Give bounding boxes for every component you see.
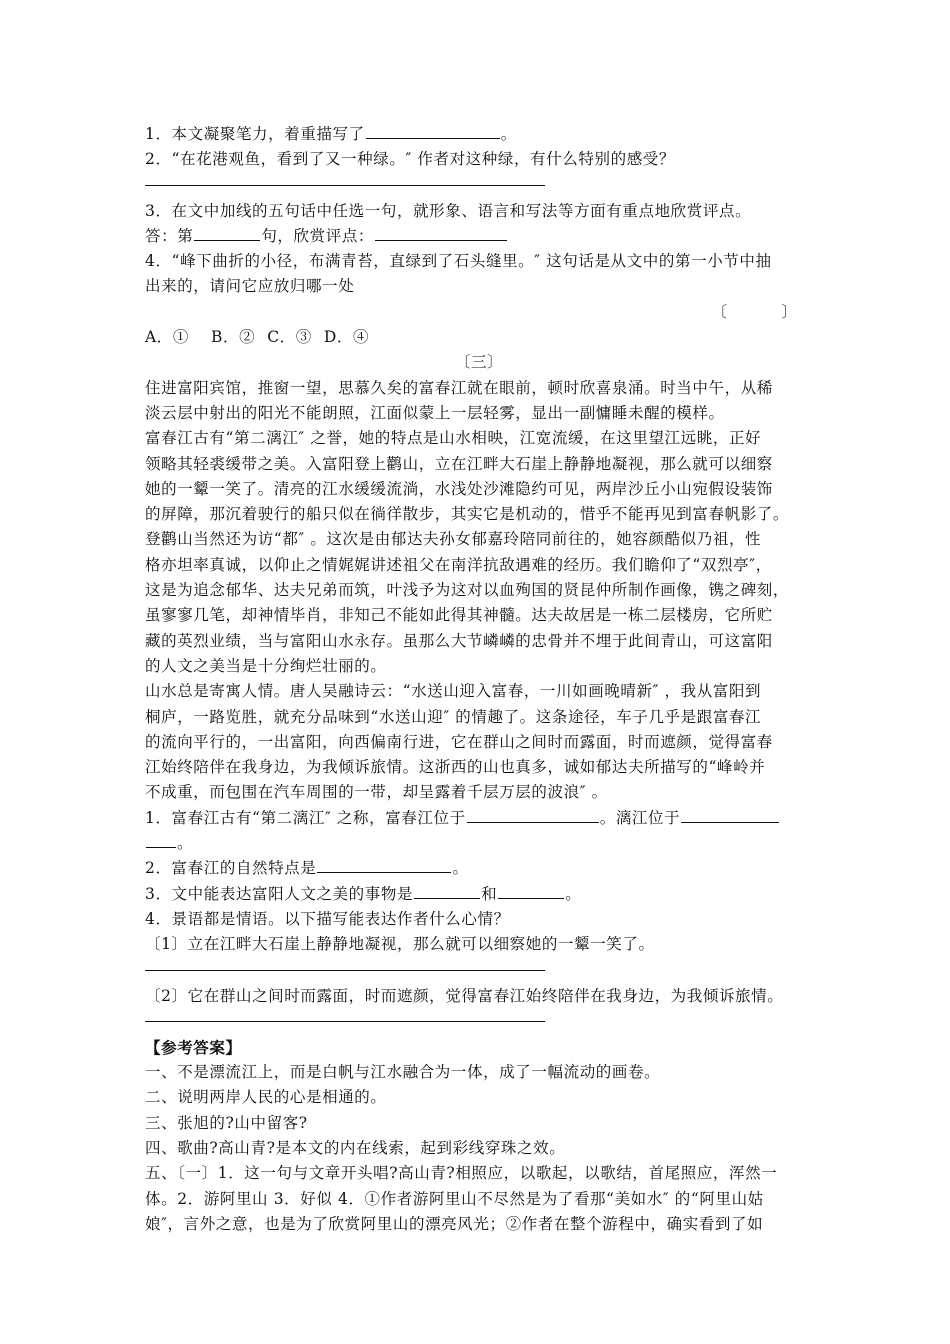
answers-heading: 【参考答案】 (145, 1037, 242, 1057)
option-c[interactable]: C．③ (267, 328, 312, 347)
s3-q3-end: 。 (565, 884, 582, 903)
section-3-heading: 〔三〕 (454, 353, 504, 372)
passage-line: 山水总是寄寓人情。唐人吴融诗云：“水送山迎入富春，一川如画晚晴新″ ，我从富阳到 (145, 682, 762, 701)
answer-line-text: 体。2．游阿里山 3．好似 4．①作者游阿里山不尽然是为了看那“美如水″ 的“阿里山姑 (145, 1189, 764, 1208)
passage-line: 的人文之美当是十分绚烂壮丽的。 (145, 656, 387, 675)
answer-line[interactable] (145, 1009, 545, 1022)
s3-q2-end: 。 (452, 859, 469, 878)
answer-blank[interactable] (146, 832, 176, 848)
s3-question-4-1: 〔1〕立在江畔大石崖上静静地凝视，那么就可以细察她的一颦一笑了。 (145, 935, 655, 954)
s2-q3-answer-a: 答：第 (145, 226, 194, 245)
s3-q3-text-b: 和 (481, 884, 498, 903)
s3-q1-text-a: 1．富春江古有“第二漓江″ 之称，富春江位于 (145, 808, 466, 827)
passage-line: 格亦坦率真诚，以仰止之情娓娓讲述祖父在南洋抗敌遇难的经历。我们瞻仰了“双烈亭″， (145, 555, 772, 574)
s3-question-3 (145, 882, 813, 907)
answer-line-text: 二、说明两岸人民的心是相通的。 (145, 1088, 387, 1107)
answer-blank[interactable] (194, 225, 260, 241)
passage-line: 她的一颦一笑了。清亮的江水缓缓流淌，水浅处沙滩隐约可见，两岸沙丘小山宛假设装饰 (145, 479, 773, 498)
passage-line: 住进富阳宾馆，推窗一望，思慕久矣的富春江就在眼前，顿时欣喜泉涌。时当中午，从稀 (145, 378, 773, 397)
passage-line: 淡云层中射出的阳光不能朗照，江面似蒙上一层轻雾，显出一副慵睡未醒的模样。 (145, 403, 725, 422)
answer-blank[interactable] (317, 857, 451, 873)
passage-line: 虽寥寥几笔，却神情毕肖，非知己不能如此得其神髓。达夫故居是一栋二层楼房，它所贮 (145, 606, 773, 625)
passage-line: 这是为追念郁华、达夫兄弟而筑，叶浅予为这对以血殉国的贤昆仲所制作画像，镌之碑刻， (145, 581, 790, 600)
answer-blank[interactable] (681, 807, 779, 823)
option-a[interactable]: A．① (145, 328, 189, 347)
document-page (145, 122, 813, 1237)
answer-line-text: 五、〔一〕1．这一句与文章开头唱?高山青?相照应，以歌起，以歌结，首尾照应，浑然一 (145, 1164, 778, 1183)
s2-q4-options (145, 325, 813, 350)
answer-blank[interactable] (467, 807, 599, 823)
passage-line: 领略其轻裘缓带之美。入富阳登上鹳山，立在江畔大石崖上静静地凝视，那么就可以细察 (145, 454, 773, 473)
passage-line: 富春江古有“第二漓江″ 之誉，她的特点是山水相映，江宽流缓，在这里望江远眺，正好 (145, 429, 762, 448)
s2-question-2: 2．“在花港观鱼，看到了又一种绿。″ 作者对这种绿，有什么特别的感受？ (145, 150, 676, 169)
answer-line-text: 一、不是漂流江上，而是白帆与江水融合为一体，成了一幅流动的画卷。 (145, 1063, 661, 1082)
answer-blank[interactable] (366, 123, 500, 139)
answer-line-text: 四、歌曲?高山青?是本文的内在线索，起到彩线穿珠之效。 (145, 1138, 566, 1157)
s2-question-3: 3．在文中加线的五句话中任选一句，就形象、语言和写法等方面有重点地欣赏评点。 (145, 201, 752, 220)
passage-line: 登鹳山当然还为访“都″ 。这次是由郁达夫孙女郁嘉玲陪同前往的，她容颜酷似乃祖，性 (145, 530, 762, 549)
passage-line: 江始终陪伴在我身边，为我倾诉旅情。这浙西的山也真多，诚如郁达夫所描写的“峰岭并 (145, 758, 766, 777)
passage-line: 不成重，而包围在汽车周围的一带，却呈露着千层万层的波浪″ 。 (145, 783, 608, 802)
s3-q1-text-b: 。漓江位于 (599, 808, 681, 827)
section-3-passage (145, 376, 813, 806)
s3-question-1 (145, 806, 813, 831)
answer-blank[interactable] (414, 883, 480, 899)
s3-question-4: 4．景语都是情语。以下描写能表达作者什么心情？ (145, 909, 510, 928)
s2-q3-answer-b: 句，欣赏评点： (261, 226, 375, 245)
s2-question-4-line1: 4．“峰下曲折的小径，布满青苔，直绿到了石头缝里。″ 这句话是从文中的第一小节中抽 (145, 252, 772, 271)
s2-question-4-line2: 出来的，请问它应放归哪一处 (145, 277, 355, 296)
option-d[interactable]: D．④ (323, 328, 370, 347)
option-b[interactable]: B．② (211, 328, 256, 347)
answer-blank[interactable] (498, 883, 564, 899)
answer-line-text: 娘″，言外之意，也是为了欣赏阿里山的漂亮风光；②作者在整个游程中，确实看到了如 (145, 1214, 764, 1233)
answer-line[interactable] (145, 958, 545, 971)
s3-q3-text-a: 3．文中能表达富阳人文之美的事物是 (145, 884, 414, 903)
passage-line: 的流向平行的，一出富阳，向西偏南行进，它在群山之间时而露面，时而遮颜，觉得富春 (145, 732, 773, 751)
s2-question-1 (145, 122, 813, 147)
s2-q4-answer-paren[interactable]: 〔 〕 (711, 302, 799, 321)
s2-q1-text: 1．本文凝聚笔力，着重描写了 (145, 125, 365, 143)
answer-line[interactable] (145, 173, 545, 186)
s3-q1-end: 。 (177, 834, 194, 853)
s3-q2-text: 2．富春江的自然特点是 (145, 859, 317, 878)
s2-q1-end: 。 (500, 125, 517, 143)
passage-line: 藏的英烈业绩，当与富阳山水永存。虽那么大节嶙嶙的忠骨并不埋于此间青山，可这富阳 (145, 631, 773, 650)
passage-line: 的屏障，那沉着驶行的船只似在徜徉散步，其实它是机动的，惜乎不能再见到富春帆影了。 (145, 505, 790, 524)
answer-blank[interactable] (375, 225, 507, 241)
s2-q3-answer (145, 224, 813, 249)
s3-question-1-cont (145, 831, 813, 856)
answer-line-text: 三、张旭的?山中留客? (145, 1113, 308, 1132)
s3-question-2 (145, 856, 813, 881)
answers-list (145, 1060, 813, 1237)
s3-question-4-2: 〔2〕它在群山之间时而露面，时而遮颜，觉得富春江始终陪伴在我身边，为我倾诉旅情。 (145, 986, 784, 1005)
passage-line: 桐庐，一路览胜，就充分品味到“水送山迎″ 的情趣了。这条途径，车子几乎是跟富春江 (145, 707, 762, 726)
